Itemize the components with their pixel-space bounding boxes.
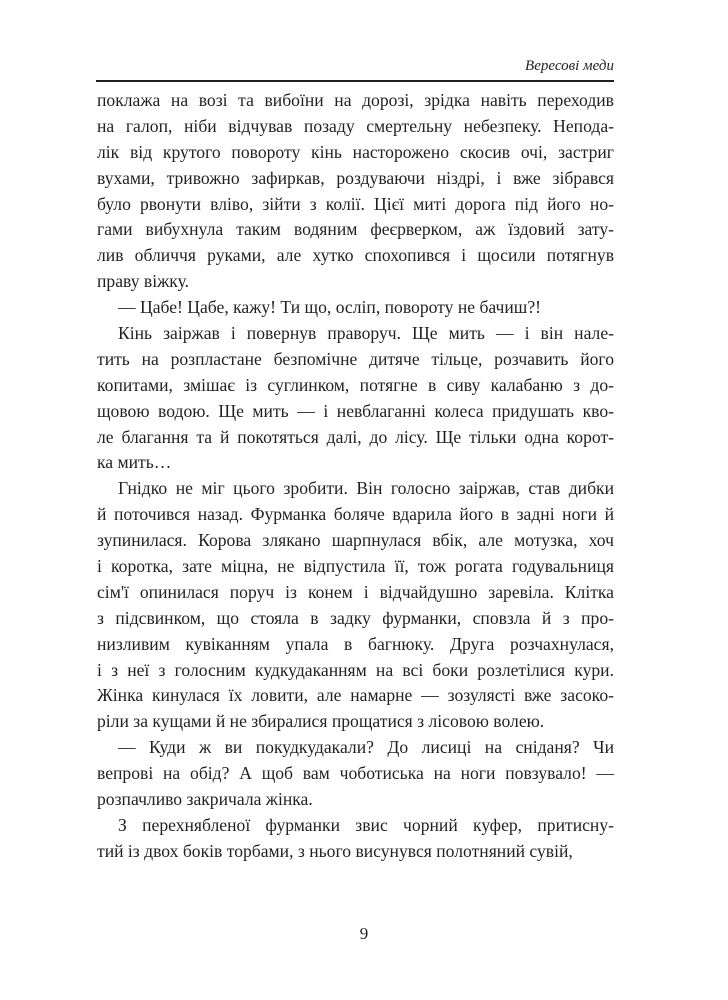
text-line: розпачливо закричала жінка. bbox=[97, 789, 313, 810]
text-line: Гнідко не міг цього зробити. Він голосно заіржав, став дибки bbox=[118, 478, 614, 499]
text-line: зупинилася. Корова злякано шарпнулася вбік, але мотузка, хоч bbox=[97, 530, 614, 551]
paragraph bbox=[97, 88, 614, 295]
text-line: лив обличчя руками, але хутко спохопився і щосили потягнув bbox=[97, 245, 614, 266]
text-line: з підсвинком, що стояла в задку фурманки, сповзла й з про- bbox=[97, 607, 614, 628]
text-line: тить на розпластане безпомічне дитяче тільце, розчавить його bbox=[97, 348, 614, 369]
text-line: й поточився назад. Фурманка боляче вдарила його в задні ноги й bbox=[97, 504, 614, 525]
text-line: на галоп, ніби відчував позаду смертельну небезпеку. Непода- bbox=[97, 115, 614, 136]
text-line: і коротка, зате міцна, не відпустила її, тож рогата годувальниця bbox=[97, 556, 614, 577]
text-line: було рвонути вліво, зійти з колії. Цієї миті дорога під його но- bbox=[97, 193, 614, 214]
text-line: копитами, змішає із суглинком, потягне в сиву калабаню з до- bbox=[97, 374, 614, 395]
text-line: Жінка кинулася їх ловити, але намарне — зозулясті вже засоко- bbox=[97, 685, 614, 706]
text-line: щовою водою. Ще мить — і невблаганні колеса придушать кво- bbox=[97, 400, 614, 421]
text-line: низливим кувіканням упала в багнюку. Друга розчахнулася, bbox=[97, 633, 614, 654]
paragraph bbox=[97, 321, 614, 476]
paragraph bbox=[97, 735, 614, 813]
running-head-title: Вересові меди bbox=[525, 58, 614, 74]
text-line: ріли за кущами й не збиралися прощатися з лісовою волею. bbox=[97, 711, 545, 732]
text-line: лік від крутого повороту кінь насторожено скосив очі, застриг bbox=[97, 141, 614, 162]
text-line: ле благання та й покотяться далі, до лісу. Ще тільки одна корот- bbox=[97, 426, 614, 447]
text-line: праву віжку. bbox=[97, 271, 190, 292]
text-line: Кінь заіржав і повернув праворуч. Ще мить — і він нале- bbox=[118, 323, 614, 344]
paragraph bbox=[97, 813, 614, 865]
paragraph bbox=[97, 476, 614, 735]
text-line: сім'ї опинилася поруч із конем і відчайдушно заревіла. Клітка bbox=[97, 581, 614, 602]
text-line: поклажа на возі та вибоїни на дорозі, зрідка навіть переходив bbox=[97, 90, 614, 110]
text-line: гами вибухнула таким водяним феєрверком, аж їздовий зату- bbox=[97, 219, 614, 240]
body-text bbox=[97, 88, 614, 865]
paragraph bbox=[97, 295, 614, 321]
text-line: тий із двох боків торбами, з нього висунувся полотняний сувій, bbox=[97, 840, 573, 861]
text-line: і з неї з голосним кудкудаканням на всі боки розлетілися кури. bbox=[97, 659, 614, 680]
text-line: — Цабе! Цабе, кажу! Ти що, осліп, повороту не бачиш?! bbox=[118, 297, 541, 318]
text-line: вепрові на обід? А щоб вам чоботиська на ноги повзувало! — bbox=[97, 763, 614, 784]
page-number: 9 bbox=[359, 924, 369, 943]
header-rule bbox=[96, 80, 614, 82]
text-line: ка мить… bbox=[97, 452, 172, 473]
text-line: З перехнябленої фурманки звис чорний куфер, притисну- bbox=[118, 814, 614, 835]
text-line: — Куди ж ви покудкудакали? До лисиці на сніданя? Чи bbox=[118, 737, 614, 758]
text-line: вухами, тривожно зафиркав, роздуваючи ніздрі, і вже зібрався bbox=[97, 167, 614, 188]
